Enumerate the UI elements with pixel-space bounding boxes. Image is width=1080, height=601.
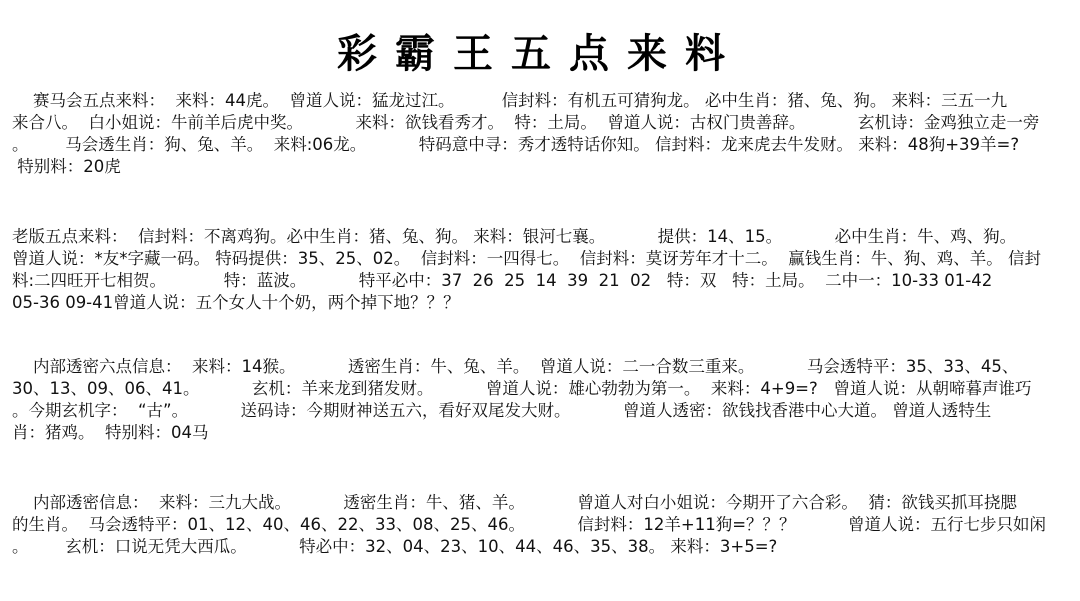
text-line: 30、13、09、06、41。 玄机：羊来龙到猪发财。 曾道人说：雄心勃勃为第一。 来料：4+9=? 曾道人说：从朝啼暮声谁巧 [12, 379, 1032, 398]
section-saimahui-five-points [12, 90, 1066, 178]
page-title: 彩霸王五点来料 [337, 30, 743, 77]
text-line: 特别料：20虎 [12, 157, 121, 176]
text-line: 赛马会五点来料： 来料：44虎。 曾道人说：猛龙过江。 信封料：有机五可猜狗龙。 必中生肖：猪、兔、狗。 来料：三五一九 [12, 91, 1008, 110]
section-neibu-info [12, 492, 1066, 558]
text-line: 老版五点来料： 信封料：不离鸡狗。必中生肖：猪、兔、狗。 来料：银河七襄。 提供：14、15。 必中生肖：牛、鸡、狗。 [12, 227, 1017, 246]
text-line: 内部透密六点信息： 来料：14猴。 透密生肖：牛、兔、羊。 曾道人说：二一合数三重来。 马会透特平：35、33、45、 [12, 357, 1019, 376]
section-laoban-five-points [12, 226, 1066, 314]
text-line: 来合八。 白小姐说：牛前羊后虎中奖。 来料：欲钱看秀才。 特：土局。 曾道人说：古权门贵善辞。 玄机诗：金鸡独立走一旁 [12, 113, 1040, 132]
text-line: 。 玄机：口说无凭大西瓜。 特必中：32、04、23、10、44、46、35、38。 来料：3+5=? [12, 537, 778, 556]
text-line: 料:二四旺开七相贺。 特：蓝波。 特平必中：37 26 25 14 39 21 02 特：双 特：土局。 二中一：10-33 01-42 [12, 271, 993, 290]
text-line: 肖：猪鸡。 特别料：04马 [12, 423, 209, 442]
text-line: 05-36 09-41曾道人说：五个女人十个奶，两个掉下地？？？ [12, 293, 460, 312]
text-line: 。今期玄机字： “古”。 送码诗：今期财神送五六，看好双尾发大财。 曾道人透密：欲钱找香港中心大道。 曾道人透特生 [12, 401, 992, 420]
text-line: 的生肖。 马会透特平：01、12、40、46、22、33、08、25、46。 信封料：12羊+11狗=？？？ 曾道人说：五行七步只如闲 [12, 515, 1046, 534]
text-line: 曾道人说：*友*字藏一码。 特码提供：35、25、02。 信封料：一四得七。 信封料：莫讶芳年才十二。 赢钱生肖：牛、狗、鸡、羊。 信封 [12, 249, 1041, 268]
text-line: 。 马会透生肖：狗、兔、羊。 来料:06龙。 特码意中寻：秀才透特话你知。 信封料：龙来虎去牛发财。 来料：48狗+39羊=? [12, 135, 1020, 154]
section-neibu-six-points [12, 356, 1066, 444]
text-line: 内部透密信息： 来料：三九大战。 透密生肖：牛、猪、羊。 曾道人对白小姐说：今期开了六合彩。 猜：欲钱买抓耳挠腮 [12, 493, 1017, 512]
